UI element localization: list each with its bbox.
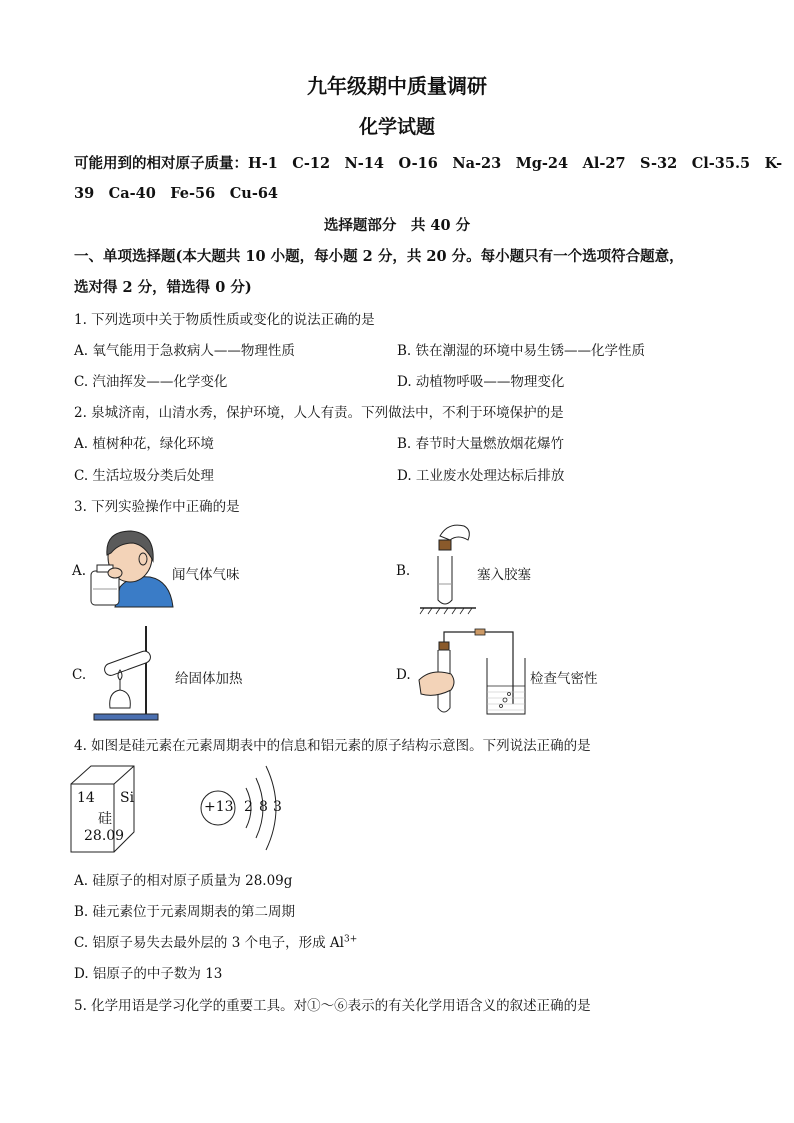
silicon-atomic-mass: 28.09 <box>84 828 125 844</box>
q4-stem: 4. 如图是硅元素在元素周期表中的信息和铝元素的原子结构示意图。下列说法正确的是 <box>74 738 591 754</box>
q3-option-d-letter[interactable]: D. <box>396 667 411 683</box>
section-title: 选择题部分 共 40 分 <box>323 217 471 234</box>
atomic-masses-line1: 可能用到的相对原子质量：H-1 C-12 N-14 O-16 Na-23 Mg-24 Al-27 S-32 Cl-35.5 K- <box>74 155 783 172</box>
q1-option-c[interactable]: C. 汽油挥发——化学变化 <box>74 374 228 390</box>
aluminum-shell-3: 3 <box>273 799 282 815</box>
smell-gas-illustration <box>85 527 175 609</box>
q4-option-d[interactable]: D. 铝原子的中子数为 13 <box>74 966 223 982</box>
atomic-masses-line2: 39 Ca-40 Fe-56 Cu-64 <box>74 185 279 202</box>
q1-option-b[interactable]: B. 铁在潮湿的环境中易生锈——化学性质 <box>397 343 646 359</box>
insert-stopper-illustration <box>418 520 478 616</box>
aluminum-nucleus: +13 <box>204 799 234 815</box>
airtightness-check-illustration <box>415 628 535 720</box>
q2-stem: 2. 泉城济南，山清水秀，保护环境，人人有责。下列做法中，不利于环境保护的是 <box>74 405 564 421</box>
silicon-name: 硅 <box>98 811 112 827</box>
q4-option-a[interactable]: A. 硅原子的相对原子质量为 28.09g <box>74 873 293 889</box>
part1-instructions-line1: 一、单项选择题(本大题共 10 小题，每小题 2 分，共 20 分。每小题只有一个选项符合题意， <box>74 248 684 265</box>
q1-option-a[interactable]: A. 氧气能用于急救病人——物理性质 <box>74 343 295 359</box>
q3-stem: 3. 下列实验操作中正确的是 <box>74 499 240 515</box>
q2-option-d[interactable]: D. 工业废水处理达标后排放 <box>397 468 565 484</box>
q1-stem: 1. 下列选项中关于物质性质或变化的说法正确的是 <box>74 312 375 328</box>
heat-solid-illustration <box>90 622 170 722</box>
q2-option-a[interactable]: A. 植树种花，绿化环境 <box>74 436 214 452</box>
q3-option-a-letter[interactable]: A. <box>72 563 87 579</box>
q3-option-c-label: 给固体加热 <box>175 671 243 687</box>
q2-option-c[interactable]: C. 生活垃圾分类后处理 <box>74 468 214 484</box>
q4-option-c-superscript: 3+ <box>343 934 358 945</box>
aluminum-shell-2: 8 <box>259 799 268 815</box>
q4-option-c-text: C. 铝原子易失去最外层的 3 个电子，形成 Al <box>74 935 344 951</box>
silicon-atomic-number: 14 <box>77 790 95 806</box>
q4-option-b[interactable]: B. 硅元素位于元素周期表的第二周期 <box>74 904 296 920</box>
page-subtitle: 化学试题 <box>358 116 435 138</box>
q4-option-c[interactable] <box>74 931 357 951</box>
part1-instructions-line2: 选对得 2 分，错选得 0 分) <box>74 279 252 296</box>
page-title: 九年级期中质量调研 <box>307 74 487 98</box>
q3-option-b-letter[interactable]: B. <box>396 563 411 579</box>
q5-stem: 5. 化学用语是学习化学的重要工具。对①～⑥表示的有关化学用语含义的叙述正确的是 <box>74 998 591 1014</box>
aluminum-shell-1: 2 <box>244 799 253 815</box>
q3-option-b-label: 塞入胶塞 <box>477 567 531 583</box>
silicon-symbol: Si <box>120 790 135 806</box>
q3-option-d-label: 检查气密性 <box>530 671 598 687</box>
q3-option-a-label: 闻气体气味 <box>172 567 240 583</box>
q3-option-c-letter[interactable]: C. <box>72 667 87 683</box>
q1-option-d[interactable]: D. 动植物呼吸——物理变化 <box>397 374 565 390</box>
q2-option-b[interactable]: B. 春节时大量燃放烟花爆竹 <box>397 436 565 452</box>
